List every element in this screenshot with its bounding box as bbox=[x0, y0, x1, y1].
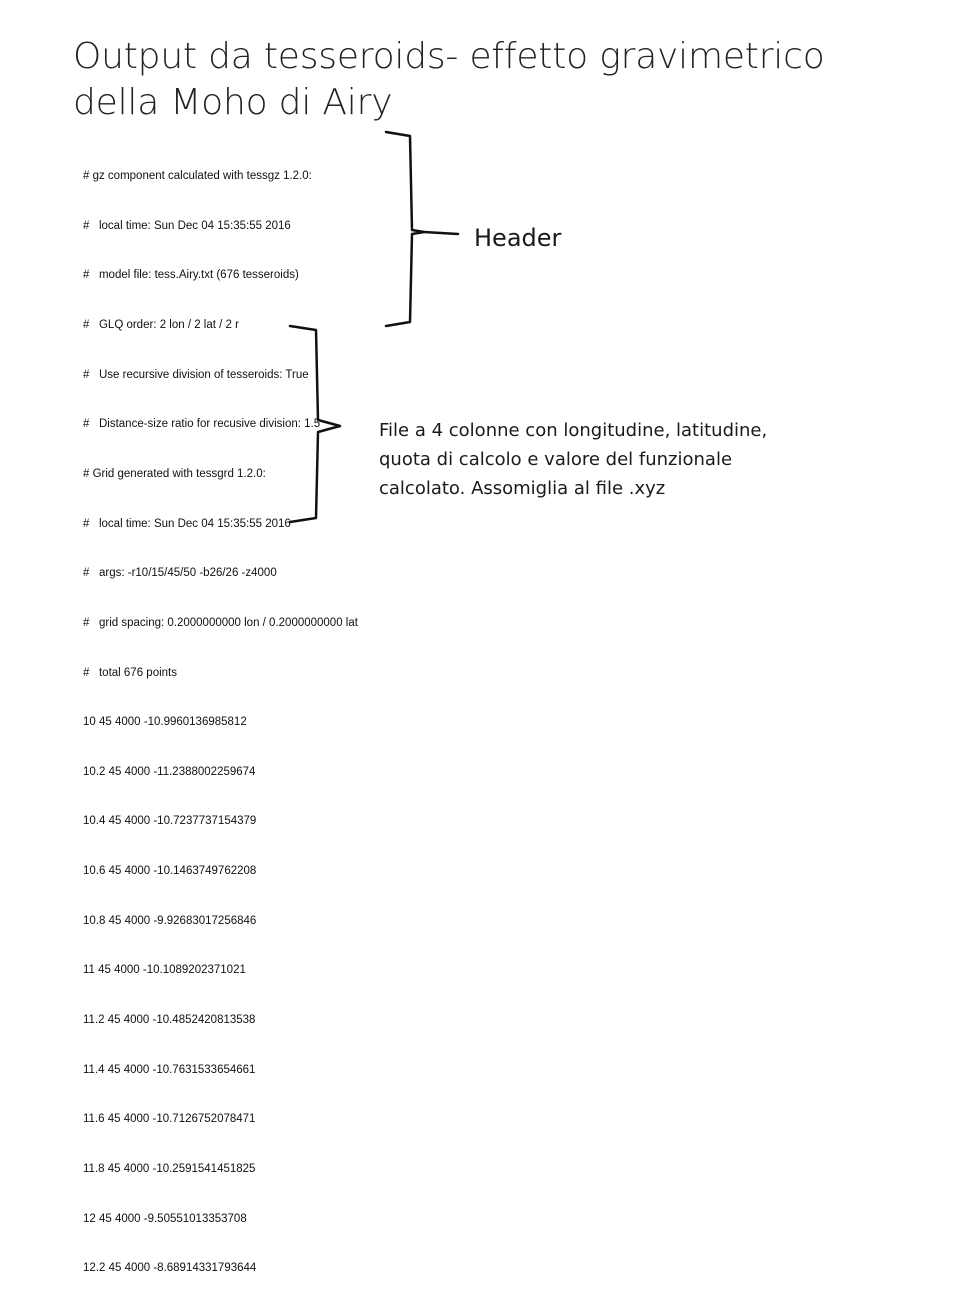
header-line: # Distance-size ratio for recusive division: 1.5 bbox=[83, 418, 321, 431]
header-line: # args: -r10/15/45/50 -b26/26 -z4000 bbox=[83, 567, 277, 580]
data-row: 11.2 45 4000 -10.4852420813538 bbox=[83, 1013, 256, 1026]
header-line: # GLQ order: 2 lon / 2 lat / 2 r bbox=[83, 319, 239, 332]
data-description bbox=[379, 416, 859, 503]
header-line: # model file: tess.Airy.txt (676 tesseroids) bbox=[83, 269, 299, 282]
data-row: 11.6 45 4000 -10.7126752078471 bbox=[83, 1113, 256, 1126]
data-row: 12.2 45 4000 -8.68914331793644 bbox=[83, 1262, 257, 1275]
header-line: # Use recursive division of tesseroids: True bbox=[83, 368, 309, 381]
header-brace-pointer bbox=[424, 232, 458, 234]
slide-title bbox=[73, 34, 873, 126]
header-line: # Grid generated with tessgrd 1.2.0: bbox=[83, 467, 266, 480]
data-description-line-2: quota di calcolo e valore del funzionale bbox=[379, 449, 733, 470]
file-content-block bbox=[83, 135, 358, 1310]
header-line: # grid spacing: 0.2000000000 lon / 0.2000000000 lat bbox=[83, 616, 358, 629]
data-row: 10.8 45 4000 -9.92683017256846 bbox=[83, 914, 257, 927]
data-row: 12 45 4000 -9.50551013353708 bbox=[83, 1212, 247, 1225]
data-row: 10.4 45 4000 -10.7237737154379 bbox=[83, 815, 257, 828]
header-label: Header bbox=[474, 224, 562, 252]
data-description-line-1: File a 4 colonne con longitudine, latitudine, bbox=[379, 420, 768, 441]
data-row: 10.6 45 4000 -10.1463749762208 bbox=[83, 865, 257, 878]
data-row: 10 45 4000 -10.9960136985812 bbox=[83, 716, 247, 729]
data-row: 10.2 45 4000 -11.2388002259674 bbox=[83, 765, 256, 778]
slide-title-line-1: Output da tesseroids- effetto gravimetrico bbox=[73, 36, 825, 77]
header-brace bbox=[386, 132, 424, 326]
data-row: 11.8 45 4000 -10.2591541451825 bbox=[83, 1162, 256, 1175]
data-description-line-3: calcolato. Assomiglia al file .xyz bbox=[379, 478, 666, 499]
header-line: # local time: Sun Dec 04 15:35:55 2016 bbox=[83, 517, 291, 530]
header-line: # total 676 points bbox=[83, 666, 177, 679]
data-row: 11 45 4000 -10.1089202371021 bbox=[83, 964, 246, 977]
header-line: # gz component calculated with tessgz 1.2.0: bbox=[83, 170, 312, 183]
header-line: # local time: Sun Dec 04 15:35:55 2016 bbox=[83, 219, 291, 232]
data-row: 11.4 45 4000 -10.7631533654661 bbox=[83, 1063, 256, 1076]
slide-title-line-2: della Moho di Airy bbox=[73, 82, 393, 123]
